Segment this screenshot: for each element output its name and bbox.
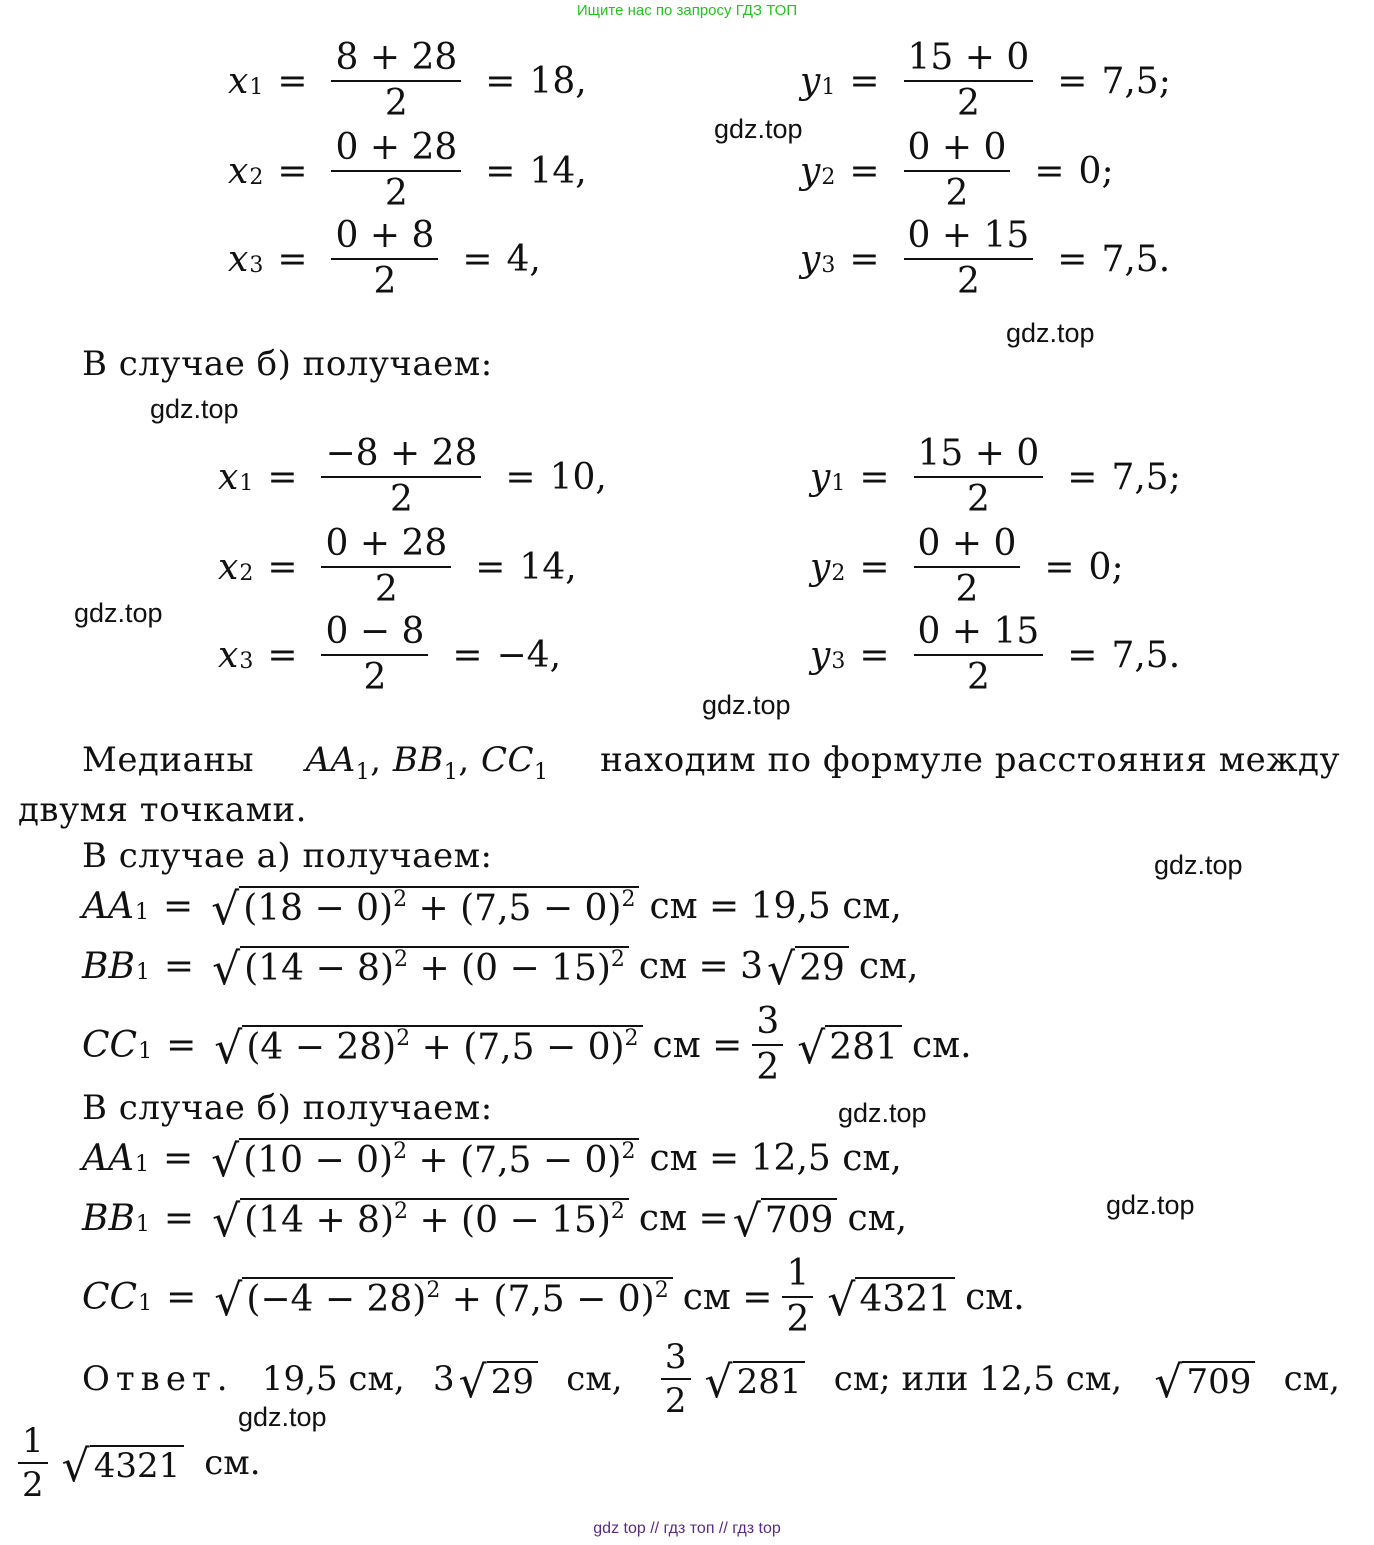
x3-b: x $_3$ = $\frac{0 - 8}{2}$ = −4,: [218, 611, 562, 698]
x1-b: x $_1$ = $\frac{-8 + 28}{2}$ = 10,: [218, 433, 607, 520]
x3-a: x $_3$ = $\frac{0 + 8}{2}$ = 4,: [228, 215, 541, 302]
answer-line-2: $\frac{1}{2}$ √ 4321 см .: [18, 1424, 261, 1502]
y3-b: y $_3$ = $\frac{0 + 15}{2}$ = 7,5.: [810, 611, 1181, 698]
case-b-intro-2: В случае б) получаем:: [82, 1088, 493, 1128]
aa1-b: AA $_1$ = √ $(10 - 0)^2 + (7,5 - 0)^2$ см = 12,5 см,: [82, 1136, 902, 1187]
watermark: gdz.top: [74, 598, 163, 628]
footer-links[interactable]: gdz top // гдз топ // гдз top: [593, 1520, 781, 1537]
watermark: gdz.top: [702, 690, 791, 720]
x1-a: x $_1$ = $\frac{8 + 28}{2}$ = 18,: [228, 37, 587, 124]
answer-label: Ответ.: [82, 1359, 234, 1399]
medians-line-1: Медианы $AA_1$, $BB_1$, $CC_1$ находим по формуле расстояния между: [82, 740, 1340, 785]
y2-b: y $_2$ = $\frac{0 + 0}{2}$ = 0;: [810, 523, 1124, 610]
y2-a: y $_2$ = $\frac{0 + 0}{2}$ = 0;: [800, 127, 1114, 214]
y1-a: y $_1$ = $\frac{15 + 0}{2}$ = 7,5;: [800, 37, 1171, 124]
cc1-a: CC $_1$ = √ $(4 - 28)^2 + (7,5 - 0)^2$ см = $\frac{3}{2}$ √ 281 см.: [82, 1001, 972, 1088]
watermark: gdz.top: [838, 1098, 927, 1128]
watermark: gdz.top: [238, 1402, 327, 1432]
case-a-intro: В случае а) получаем:: [82, 836, 493, 876]
watermark: gdz.top: [150, 394, 239, 424]
bb1-a: BB $_1$ = √ $(14 - 8)^2 + (0 - 15)^2$ см = 3 √ 29 см,: [82, 944, 919, 995]
top-banner[interactable]: Ищите нас по запросу ГДЗ ТОП: [576, 2, 798, 19]
aa1-a: AA $_1$ = √ $(18 - 0)^2 + (7,5 - 0)^2$ см = 19,5 см,: [82, 884, 902, 935]
answer-line-1: Ответ. 19,5 см, 3 √ 29 см, $\frac{3}{2}$ √ 281 см; или 12,5 см, √ 709 см,: [82, 1337, 1340, 1421]
watermark: gdz.top: [1006, 318, 1095, 348]
y1-b: y $_1$ = $\frac{15 + 0}{2}$ = 7,5;: [810, 433, 1181, 520]
case-b-intro: В случае б) получаем:: [82, 344, 493, 384]
medians-word: Медианы: [82, 740, 255, 780]
cc1-b: CC $_1$ = √ $(-4 - 28)^2 + (7,5 - 0)^2$ см = $\frac{1}{2}$ √ 4321 см.: [82, 1253, 1025, 1340]
y3-a: y $_3$ = $\frac{0 + 15}{2}$ = 7,5.: [800, 215, 1171, 302]
watermark: gdz.top: [1106, 1190, 1195, 1220]
medians-rest: находим по формуле расстояния между: [600, 740, 1340, 780]
watermark: gdz.top: [1154, 850, 1243, 880]
bb1-b: BB $_1$ = √ $(14 + 8)^2 + (0 - 15)^2$ см = √ 709 см,: [82, 1196, 908, 1247]
x2-a: x $_2$ = $\frac{0 + 28}{2}$ = 14,: [228, 127, 587, 214]
x2-b: x $_2$ = $\frac{0 + 28}{2}$ = 14,: [218, 523, 577, 610]
medians-line-2: двумя точками.: [18, 790, 307, 830]
watermark: gdz.top: [714, 114, 803, 144]
